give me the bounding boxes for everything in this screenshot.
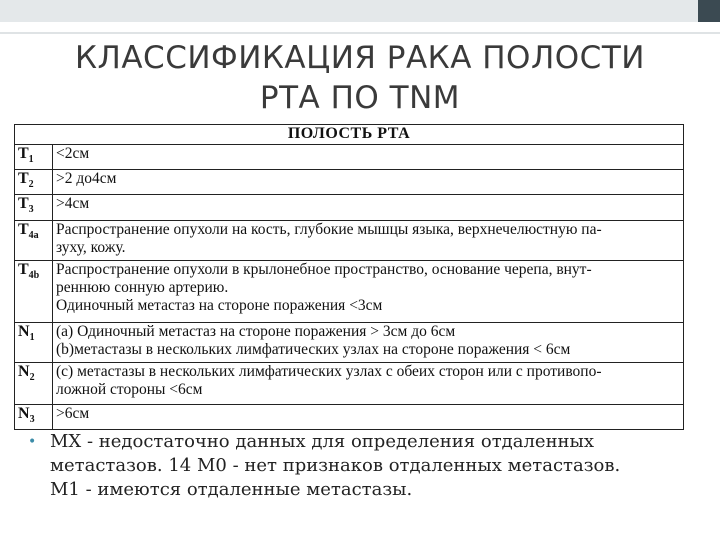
decor-divider bbox=[0, 32, 720, 34]
table-row bbox=[15, 220, 684, 260]
top-decor-corner bbox=[698, 0, 720, 22]
stage-cell: $T_2$ bbox=[15, 170, 53, 195]
stage-cell: $N_2$ bbox=[15, 362, 53, 404]
tnm-table-container bbox=[14, 124, 684, 425]
description-cell: (а) Одиночный метастаз на стороне поражения > 3см до 6см (b)метастазы в нескольких лимфатических узлах на стороне поражения < 6см bbox=[53, 322, 684, 362]
stage-cell: $T_{4a}$ bbox=[15, 220, 53, 260]
description-cell: Распространение опухоли на кость, глубокие мышцы языка, верхнечелюстную па- зуху, кожу. bbox=[53, 220, 684, 260]
table-row bbox=[15, 362, 684, 404]
table-row bbox=[15, 322, 684, 362]
table-row bbox=[15, 145, 684, 170]
description-cell: >6см bbox=[53, 404, 684, 429]
table-row bbox=[15, 195, 684, 220]
description-cell: >2 до4см bbox=[53, 170, 684, 195]
description-cell: >4см bbox=[53, 195, 684, 220]
description-cell: <2см bbox=[53, 145, 684, 170]
table-header: ПОЛОСТЬ РТА bbox=[15, 125, 684, 145]
bullet-text: MX - недостаточно данных для определения отдаленных метастазов. 14 М0 - нет признаков отдаленных метастазов. М1 - имеются отдаленные метастазы. bbox=[50, 431, 621, 500]
stage-cell: $N_3$ bbox=[15, 404, 53, 429]
stage-cell: $N_1$ bbox=[15, 322, 53, 362]
table-row bbox=[15, 404, 684, 429]
description-cell: (с) метастазы в нескольких лимфатических узлах с обеих сторон или с противопо- ложной стороны <6см bbox=[53, 362, 684, 404]
stage-cell: $T_1$ bbox=[15, 145, 53, 170]
description-cell: Распространение опухоли в крылонебное пространство, основание черепа, внут- реннюю сонную артерию. Одиночный метастаз на стороне поражения <3см bbox=[53, 260, 684, 322]
table-row bbox=[15, 260, 684, 322]
title-line-1: КЛАССИФИКАЦИЯ РАКА ПОЛОСТИ bbox=[75, 40, 645, 76]
stage-cell: $T_{4b}$ bbox=[15, 260, 53, 322]
bullet-icon: • bbox=[28, 434, 37, 450]
slide-title bbox=[60, 38, 660, 118]
top-decor-bar bbox=[0, 0, 698, 22]
stage-cell: $T_3$ bbox=[15, 195, 53, 220]
table-row bbox=[15, 170, 684, 195]
title-line-2: РТА ПО TNM bbox=[259, 80, 461, 116]
tnm-table bbox=[14, 124, 684, 430]
bullet-item bbox=[28, 430, 708, 502]
table-header-row bbox=[15, 125, 684, 145]
